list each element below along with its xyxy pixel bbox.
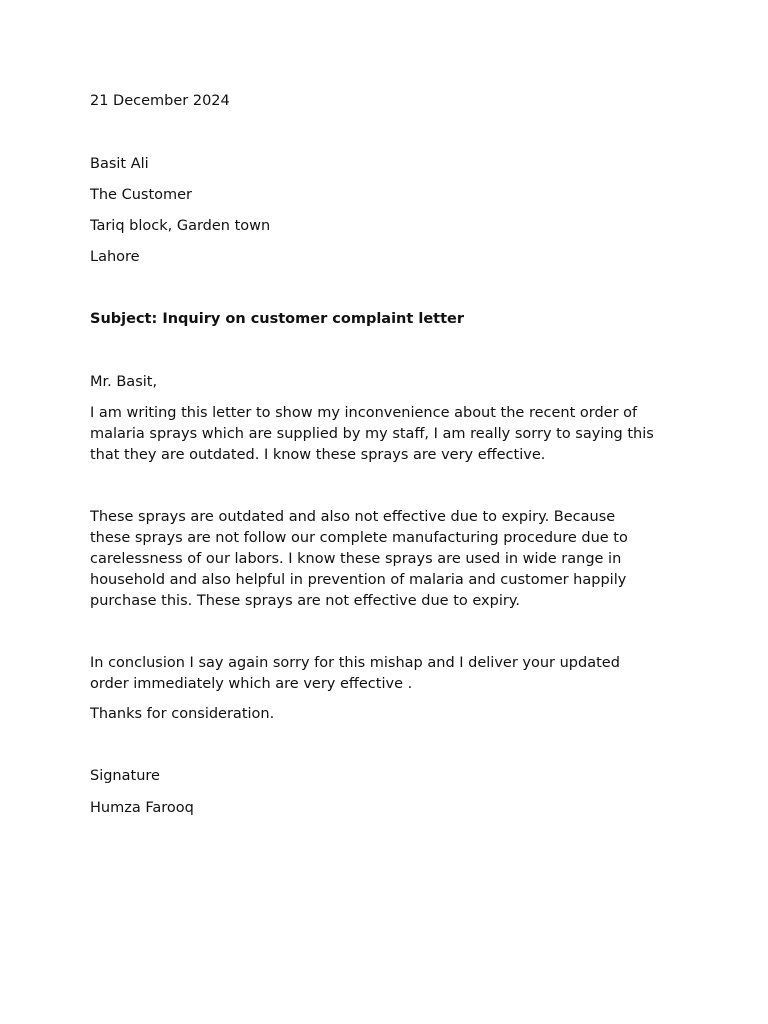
signature-label: Signature: [90, 768, 160, 784]
paragraph-line: that they are outdated. I know these sprays are very effective.: [90, 447, 546, 463]
paragraph-line: In conclusion I say again sorry for this mishap and I deliver your updated: [90, 655, 620, 671]
thanks-line: Thanks for consideration.: [90, 706, 275, 722]
paragraph-line: carelessness of our labors. I know these sprays are used in wide range in: [90, 551, 622, 567]
sender-name: Humza Farooq: [90, 800, 194, 816]
paragraph-2: [90, 507, 690, 612]
paragraph-line: purchase this. These sprays are not effective due to expiry.: [90, 593, 520, 609]
paragraph-line: These sprays are outdated and also not effective due to expiry. Because: [90, 509, 616, 525]
paragraph-line: malaria sprays which are supplied by my staff, I am really sorry to saying this: [90, 426, 654, 442]
recipient-name: Basit Ali: [90, 156, 149, 172]
paragraph-1: [90, 403, 690, 466]
paragraph-line: these sprays are not follow our complete manufacturing procedure due to: [90, 530, 628, 546]
paragraph-3: [90, 653, 690, 695]
paragraph-line: household and also helpful in prevention of malaria and customer happily: [90, 572, 627, 588]
letter-date: 21 December 2024: [90, 93, 230, 109]
salutation: Mr. Basit,: [90, 374, 158, 390]
recipient-title: The Customer: [90, 187, 193, 203]
recipient-city: Lahore: [90, 249, 140, 265]
letter-subject: Subject: Inquiry on customer complaint letter: [90, 311, 465, 327]
paragraph-line: I am writing this letter to show my inconvenience about the recent order of: [90, 405, 638, 421]
recipient-address: Tariq block, Garden town: [90, 218, 271, 234]
paragraph-line: order immediately which are very effective .: [90, 676, 413, 692]
